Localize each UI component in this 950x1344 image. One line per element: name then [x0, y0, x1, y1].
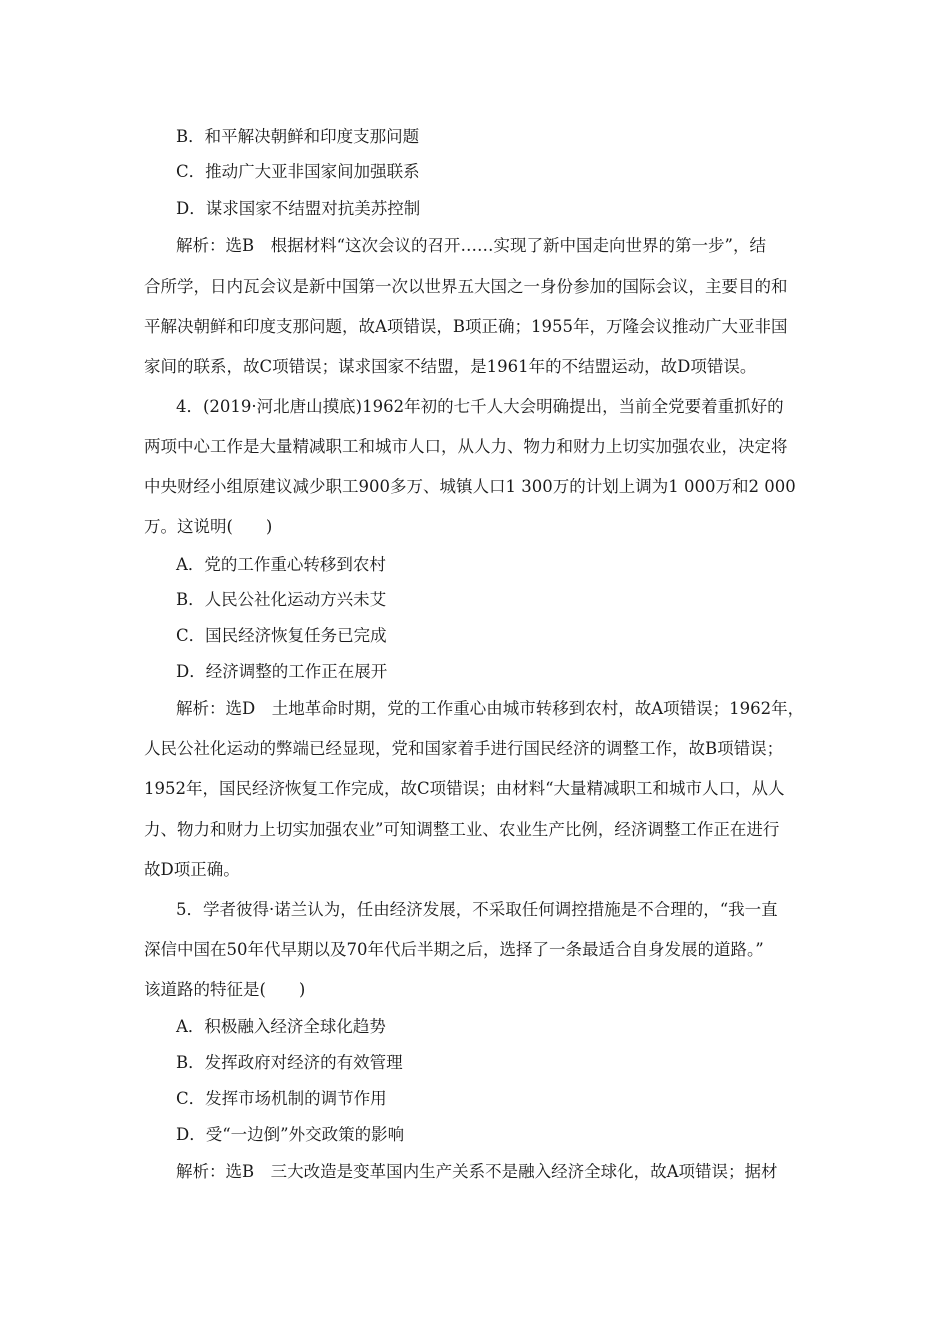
q5-option-a: A．积极融入经济全球化趋势: [176, 1017, 386, 1036]
q5-option-c: C．发挥市场机制的调节作用: [176, 1089, 387, 1108]
q4-analysis-line: 故D项正确。: [144, 860, 240, 879]
q4-option-d: D．经济调整的工作正在展开: [176, 662, 388, 681]
q4-option-a: A．党的工作重心转移到农村: [176, 555, 386, 574]
q3-analysis-line: 平解决朝鲜和印度支那问题，故A项错误，B项正确；1955年，万隆会议推动广大亚非国: [144, 317, 788, 336]
q3-analysis-line: 家间的联系，故C项错误；谋求国家不结盟，是1961年的不结盟运动，故D项错误。: [144, 357, 757, 376]
q5-stem-line: 该道路的特征是( ): [144, 980, 306, 999]
q4-analysis-line: 1952年，国民经济恢复工作完成，故C项错误；由材料“大量精减职工和城市人口，从人: [144, 779, 785, 798]
q5-analysis-line: 解析：选B 三大改造是变革国内生产关系不是融入经济全球化，故A项错误；据材: [176, 1162, 778, 1181]
q4-stem-line: 4．(2019·河北唐山摸底)1962年初的七千人大会明确提出，当前全党要着重抓好的: [176, 397, 784, 416]
q3-analysis-line: 合所学，日内瓦会议是新中国第一次以世界五大国之一身份参加的国际会议，主要目的和: [144, 277, 788, 296]
q5-option-d: D．受“一边倒”外交政策的影响: [176, 1125, 405, 1144]
q4-stem-line: 中央财经小组原建议减少职工900多万、城镇人口1 300万的计划上调为1 000万和2 000: [144, 477, 796, 496]
q4-analysis-line: 力、物力和财力上切实加强农业”可知调整工业、农业生产比例，经济调整工作正在进行: [144, 820, 780, 839]
q4-stem-line: 万。这说明( ): [144, 517, 273, 536]
q3-option-d: D．谋求国家不结盟对抗美苏控制: [176, 199, 421, 218]
q3-option-c: C．推动广大亚非国家间加强联系: [176, 162, 420, 181]
q3-option-b: B．和平解决朝鲜和印度支那问题: [176, 127, 420, 146]
q5-stem-line: 深信中国在50年代早期以及70年代后半期之后，选择了一条最适合自身发展的道路。”: [144, 940, 764, 959]
q5-option-b: B．发挥政府对经济的有效管理: [176, 1053, 403, 1072]
q3-analysis-line: 解析：选B 根据材料“这次会议的召开……实现了新中国走向世界的第一步”，结: [176, 236, 766, 255]
q4-analysis-line: 解析：选D 土地革命时期，党的工作重心由城市转移到农村，故A项错误；1962年，: [176, 699, 805, 718]
q5-stem-line: 5．学者彼得·诺兰认为，任由经济发展，不采取任何调控措施是不合理的，“我一直: [176, 900, 778, 919]
q4-option-b: B．人民公社化运动方兴未艾: [176, 590, 387, 609]
q4-option-c: C．国民经济恢复任务已完成: [176, 626, 387, 645]
q4-analysis-line: 人民公社化运动的弊端已经显现，党和国家着手进行国民经济的调整工作，故B项错误；: [144, 739, 784, 758]
q4-stem-line: 两项中心工作是大量精减职工和城市人口，从人力、物力和财力上切实加强农业，决定将: [144, 437, 788, 456]
